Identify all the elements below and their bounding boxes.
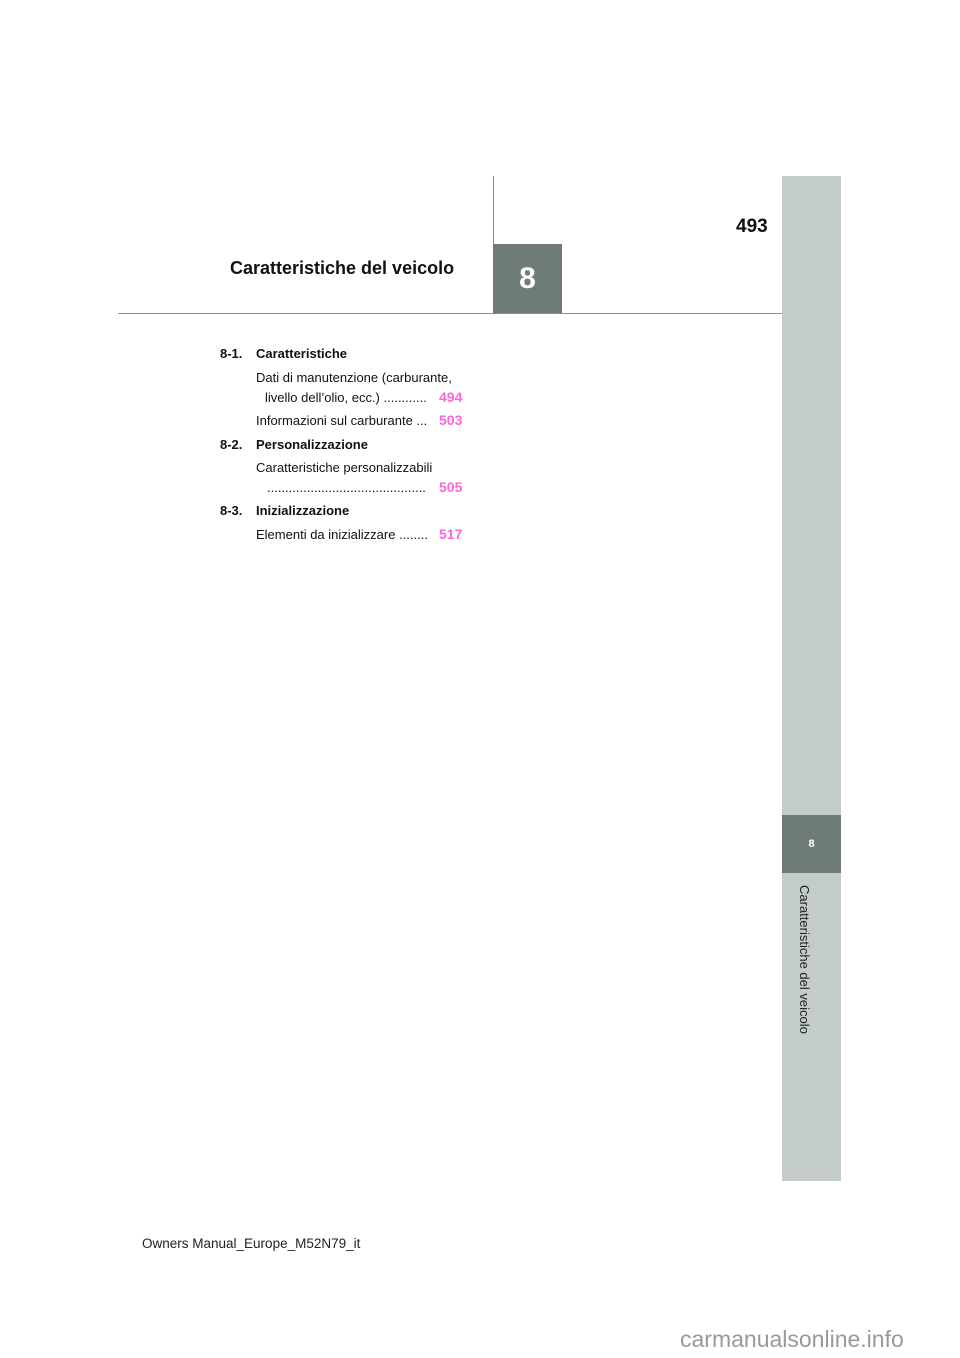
toc-page-link[interactable]: 503	[439, 412, 463, 428]
chapter-number-box: 8	[493, 244, 562, 313]
toc-section-number: 8-3.	[220, 503, 243, 518]
footer-manual-id: Owners Manual_Europe_M52N79_it	[142, 1236, 361, 1251]
toc-section-number: 8-1.	[220, 346, 243, 361]
toc-section-number: 8-2.	[220, 437, 243, 452]
watermark: carmanualsonline.info	[680, 1326, 904, 1352]
toc-page-link[interactable]: 505	[439, 479, 463, 495]
toc-entry-text: Elementi da inizializzare ........	[256, 527, 428, 542]
toc-entry-text: livello dell’olio, ecc.) ............	[265, 390, 427, 405]
toc-entry-text: Informazioni sul carburante ...	[256, 413, 428, 428]
toc-section-title: Inizializzazione	[256, 503, 350, 518]
toc-entry-text: Dati di manutenzione (carburante,	[256, 370, 452, 385]
sidebar-chapter-label: Caratteristiche del veicolo	[797, 885, 812, 1034]
toc-section-title: Caratteristiche	[256, 346, 348, 361]
header-divider-vertical	[493, 176, 494, 244]
toc-entry-text: Caratteristiche personalizzabili	[256, 460, 433, 475]
toc-page-link[interactable]: 517	[439, 526, 463, 542]
toc-entry-text: ............................................	[267, 480, 426, 495]
toc-page-link[interactable]: 494	[439, 389, 463, 405]
header-divider	[118, 313, 782, 314]
chapter-title: Caratteristiche del veicolo	[230, 258, 455, 278]
page-number: 493	[736, 216, 768, 237]
toc-section-title: Personalizzazione	[256, 437, 368, 452]
sidebar-chapter-tab[interactable]: 8	[782, 815, 841, 873]
